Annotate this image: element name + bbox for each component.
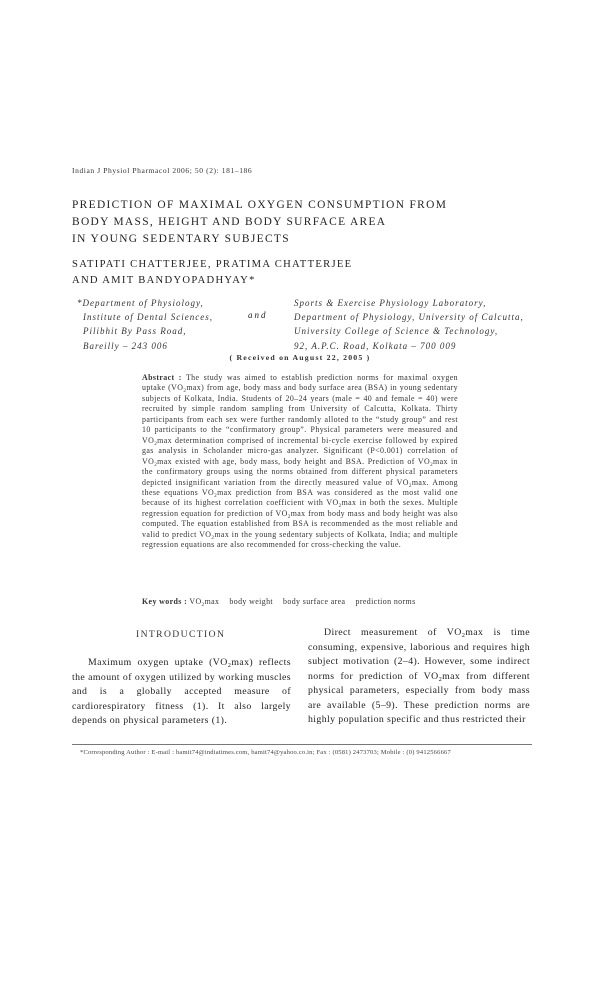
footnote: *Corresponding Author : E-mail : bamit74@indiatimes.com, bamit74@yahoo.co.in; Fax : (0581) 2473703; Mobile : (0) 9412566667 [80, 749, 451, 756]
affiliation-right [294, 296, 544, 353]
body-paragraph: Direct measurement of $VO_2\max$ is time consuming, expensive, laborious and requires high subject motivation (2–4). However, some indirect norms for prediction of $VO_2\max$ from different physical parameters, especially from body mass are available (5–9). These prediction norms are highly population specific and thus restricted their [308, 627, 531, 725]
affiliation-line: Sports & Exercise Physiology Laboratory, [294, 298, 487, 308]
abstract: Abstract : The study was aimed to establish prediction norms for maximal oxygen uptake $(VO_2\max)$ from age, body mass and body surface area (BSA) in young sedentary subjects of Kolkata, India. Students of 20–24 years (male = 40 and female = 40) were recruited by simple random sampling from University of Calcutta, Kolkata. Thirty participants from each sex were further randomly alloted to the “study group” and rest 10 participants to the “confirmatory group”. Physical parameters were measured and $VO_2\max$ determination comprised of incremental bi-cycle exercise followed by expired gas analysis in Scholander micro-gas analyzer. Significant (P<0.001) correlation of $VO_2\max$ existed with age, body mass, body height and BSA. Prediction of $VO_2\max$ in the confirmatory groups using the norms obtained from different physical parameters depicted insignificant variation from the directly measured value of $VO_2\max$. Among these equations $VO_2\max$ prediction from BSA was considered as the most valid one because of its highest correlation coefficient with $VO_2\max$ in both the sexes. Multiple regression equation for prediction of $VO_2\max$ from body mass and body height was also computed. The equation established from BSA is recommended as the most reliable and valid to predict $VO_2\max$ in the young sedentary subjects of Kolkata, India; and multiple regression equations are also recommended for cross-checking the value. [142, 373, 459, 550]
affiliation-line: Bareilly – 243 006 [83, 340, 168, 351]
journal-citation: Indian J Physiol Pharmacol 2006; 50 (2): 181–186 [72, 166, 253, 175]
affiliation-line: University College of Science & Technology, [294, 326, 499, 337]
affiliation-left [77, 296, 277, 353]
affiliation-line: Institute of Dental Sciences, [83, 312, 213, 323]
affiliation-line: 92, A.P.C. Road, Kolkata – 700 009 [294, 340, 457, 351]
received-date: ( Received on August 22, 2005 ) [229, 353, 371, 362]
section-heading: INTRODUCTION [136, 629, 226, 640]
keyword: $VO_2\max$ [189, 597, 220, 608]
abstract-label: Abstract : [142, 373, 182, 382]
author-line: SATIPATI CHATTERJEE, PRATIMA CHATTERJEE [72, 259, 353, 270]
article-title [72, 197, 532, 248]
author-line: AND AMIT BANDYOPADHYAY* [72, 275, 256, 286]
author-list [72, 257, 532, 289]
body-paragraph: Maximum oxygen uptake $(VO_2\max)$ reflects the amount of oxygen utilized by working muscles and is a globally accepted measure of cardiorespiratory fitness (1). It also largely depends on physical parameters (1). [72, 657, 291, 726]
affiliation-line: Department of Physiology, University of Calcutta, [294, 312, 524, 323]
title-line: PREDICTION OF MAXIMAL OXYGEN CONSUMPTION FROM [72, 199, 448, 211]
keyword: body weight [229, 597, 274, 606]
affiliation-line: *Department of Physiology, [77, 298, 204, 308]
keywords [142, 597, 462, 606]
affiliation-line: Pilibhit By Pass Road, [83, 326, 187, 337]
keyword: body surface area [283, 597, 346, 606]
footnote-divider [72, 744, 532, 745]
keywords-label: Key words : [142, 597, 188, 606]
title-line: BODY MASS, HEIGHT AND BODY SURFACE AREA [72, 216, 387, 228]
keyword: prediction norms [355, 597, 416, 606]
title-line: IN YOUNG SEDENTARY SUBJECTS [72, 233, 290, 245]
affiliation-connector: and [248, 310, 268, 320]
